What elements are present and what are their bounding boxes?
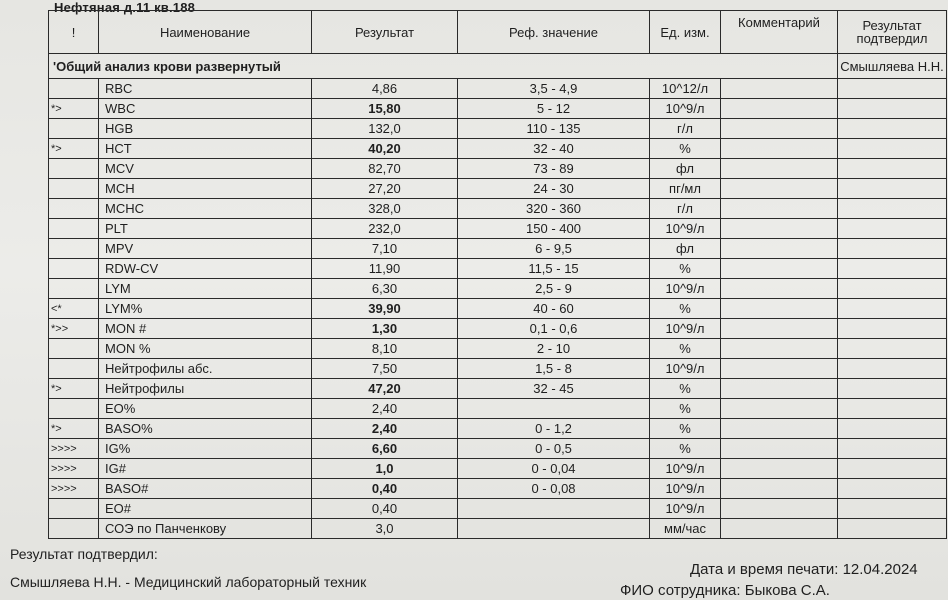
unit-cell: г/л <box>650 119 721 139</box>
table-row <box>49 119 947 139</box>
name-cell: MON # <box>99 319 312 339</box>
comment-cell <box>721 359 838 379</box>
unit-cell: пг/мл <box>650 179 721 199</box>
flag-cell <box>49 179 99 199</box>
flag-cell <box>49 159 99 179</box>
unit-cell: мм/час <box>650 519 721 539</box>
unit-cell: 10^9/л <box>650 319 721 339</box>
ref-cell: 11,5 - 15 <box>458 259 650 279</box>
result-cell: 47,20 <box>312 379 458 399</box>
name-cell: HCT <box>99 139 312 159</box>
ref-cell: 0 - 0,08 <box>458 479 650 499</box>
unit-cell: 10^9/л <box>650 279 721 299</box>
footer-confirmed-label: Результат подтвердил: <box>10 546 158 562</box>
comment-cell <box>721 259 838 279</box>
confirmed-cell <box>838 359 947 379</box>
comment-cell <box>721 219 838 239</box>
comment-cell <box>721 379 838 399</box>
name-cell: RBC <box>99 79 312 99</box>
confirmed-cell <box>838 79 947 99</box>
confirmed-cell <box>838 519 947 539</box>
confirmed-cell <box>838 339 947 359</box>
table-row <box>49 139 947 159</box>
comment-cell <box>721 199 838 219</box>
result-cell: 15,80 <box>312 99 458 119</box>
ref-cell: 0,1 - 0,6 <box>458 319 650 339</box>
confirmed-cell <box>838 479 947 499</box>
comment-cell <box>721 239 838 259</box>
result-cell: 0,40 <box>312 479 458 499</box>
comment-cell <box>721 139 838 159</box>
comment-cell <box>721 299 838 319</box>
ref-cell: 150 - 400 <box>458 219 650 239</box>
confirmed-cell <box>838 139 947 159</box>
unit-cell: % <box>650 399 721 419</box>
name-cell: BASO# <box>99 479 312 499</box>
result-cell: 2,40 <box>312 399 458 419</box>
unit-cell: % <box>650 439 721 459</box>
name-cell: MCV <box>99 159 312 179</box>
table-row <box>49 239 947 259</box>
flag-cell: *> <box>49 379 99 399</box>
flag-cell <box>49 79 99 99</box>
name-cell: Нейтрофилы абс. <box>99 359 312 379</box>
comment-cell <box>721 479 838 499</box>
ref-cell: 32 - 45 <box>458 379 650 399</box>
result-cell: 39,90 <box>312 299 458 319</box>
result-cell: 6,60 <box>312 439 458 459</box>
header-flag: ! <box>49 11 99 54</box>
ref-cell: 1,5 - 8 <box>458 359 650 379</box>
confirmed-cell <box>838 99 947 119</box>
unit-cell: фл <box>650 239 721 259</box>
ref-cell: 0 - 1,2 <box>458 419 650 439</box>
unit-cell: 10^9/л <box>650 479 721 499</box>
flag-cell <box>49 359 99 379</box>
comment-cell <box>721 159 838 179</box>
confirmed-cell <box>838 219 947 239</box>
unit-cell: % <box>650 259 721 279</box>
section-row <box>49 54 947 79</box>
result-cell: 40,20 <box>312 139 458 159</box>
section-title: 'Общий анализ крови развернутый <box>49 54 838 79</box>
confirmed-cell <box>838 379 947 399</box>
table-row <box>49 519 947 539</box>
unit-cell: 10^9/л <box>650 99 721 119</box>
table-row <box>49 179 947 199</box>
unit-cell: % <box>650 339 721 359</box>
comment-cell <box>721 79 838 99</box>
table-row <box>49 359 947 379</box>
flag-cell <box>49 199 99 219</box>
name-cell: Нейтрофилы <box>99 379 312 399</box>
confirmed-cell <box>838 399 947 419</box>
header-ref: Реф. значение <box>458 11 650 54</box>
result-cell: 232,0 <box>312 219 458 239</box>
table-row <box>49 339 947 359</box>
confirmed-cell <box>838 499 947 519</box>
result-cell: 1,30 <box>312 319 458 339</box>
comment-cell <box>721 439 838 459</box>
result-cell: 328,0 <box>312 199 458 219</box>
ref-cell: 73 - 89 <box>458 159 650 179</box>
table-row <box>49 99 947 119</box>
comment-cell <box>721 519 838 539</box>
ref-cell: 0 - 0,5 <box>458 439 650 459</box>
table-row <box>49 219 947 239</box>
name-cell: EO% <box>99 399 312 419</box>
flag-cell <box>49 239 99 259</box>
confirmed-by-short: Смышляева Н.Н. <box>838 54 947 79</box>
flag-cell <box>49 259 99 279</box>
result-cell: 82,70 <box>312 159 458 179</box>
ref-cell: 0 - 0,04 <box>458 459 650 479</box>
results-table <box>48 10 947 539</box>
name-cell: MCHC <box>99 199 312 219</box>
table-row <box>49 479 947 499</box>
result-cell: 0,40 <box>312 499 458 519</box>
result-cell: 3,0 <box>312 519 458 539</box>
flag-cell <box>49 339 99 359</box>
print-datetime: Дата и время печати: 12.04.2024 <box>690 561 918 578</box>
table-header-row <box>49 11 947 54</box>
name-cell: WBC <box>99 99 312 119</box>
staff-name: ФИО сотрудника: Быкова С.А. <box>620 582 830 599</box>
flag-cell <box>49 499 99 519</box>
unit-cell: 10^9/л <box>650 499 721 519</box>
name-cell: LYM <box>99 279 312 299</box>
table-row <box>49 379 947 399</box>
flag-cell <box>49 119 99 139</box>
ref-cell: 40 - 60 <box>458 299 650 319</box>
confirmed-cell <box>838 259 947 279</box>
name-cell: HGB <box>99 119 312 139</box>
ref-cell: 2,5 - 9 <box>458 279 650 299</box>
ref-cell: 3,5 - 4,9 <box>458 79 650 99</box>
name-cell: PLT <box>99 219 312 239</box>
unit-cell: % <box>650 419 721 439</box>
header-result: Результат <box>312 11 458 54</box>
name-cell: LYM% <box>99 299 312 319</box>
table-row <box>49 279 947 299</box>
flag-cell: >>>> <box>49 479 99 499</box>
table-row <box>49 459 947 479</box>
confirmed-cell <box>838 179 947 199</box>
confirmed-cell <box>838 319 947 339</box>
comment-cell <box>721 399 838 419</box>
footer-confirmed-full: Смышляева Н.Н. - Медицинский лабораторный техник <box>10 574 367 590</box>
header-comment: Комментарий <box>721 11 838 54</box>
flag-cell: *> <box>49 99 99 119</box>
table-row <box>49 499 947 519</box>
unit-cell: % <box>650 139 721 159</box>
result-cell: 7,10 <box>312 239 458 259</box>
table-row <box>49 259 947 279</box>
comment-cell <box>721 319 838 339</box>
confirmed-cell <box>838 239 947 259</box>
flag-cell <box>49 399 99 419</box>
table-row <box>49 299 947 319</box>
comment-cell <box>721 459 838 479</box>
result-cell: 4,86 <box>312 79 458 99</box>
result-cell: 27,20 <box>312 179 458 199</box>
confirmed-cell <box>838 419 947 439</box>
confirmed-cell <box>838 279 947 299</box>
table-row <box>49 159 947 179</box>
ref-cell: 320 - 360 <box>458 199 650 219</box>
comment-cell <box>721 119 838 139</box>
result-cell: 2,40 <box>312 419 458 439</box>
comment-cell <box>721 499 838 519</box>
name-cell: IG% <box>99 439 312 459</box>
table-row <box>49 439 947 459</box>
confirmed-cell <box>838 439 947 459</box>
name-cell: MCH <box>99 179 312 199</box>
table-row <box>49 399 947 419</box>
unit-cell: 10^12/л <box>650 79 721 99</box>
result-cell: 6,30 <box>312 279 458 299</box>
flag-cell <box>49 219 99 239</box>
name-cell: BASO% <box>99 419 312 439</box>
name-cell: MON % <box>99 339 312 359</box>
comment-cell <box>721 179 838 199</box>
table-row <box>49 419 947 439</box>
table-row <box>49 79 947 99</box>
confirmed-cell <box>838 299 947 319</box>
unit-cell: фл <box>650 159 721 179</box>
ref-cell: 6 - 9,5 <box>458 239 650 259</box>
ref-cell: 2 - 10 <box>458 339 650 359</box>
ref-cell <box>458 399 650 419</box>
flag-cell: *>> <box>49 319 99 339</box>
header-confirmed: Результат подтвердил <box>838 11 947 54</box>
unit-cell: 10^9/л <box>650 219 721 239</box>
comment-cell <box>721 99 838 119</box>
comment-cell <box>721 339 838 359</box>
ref-cell <box>458 519 650 539</box>
result-cell: 1,0 <box>312 459 458 479</box>
header-unit: Ед. изм. <box>650 11 721 54</box>
flag-cell: *> <box>49 139 99 159</box>
ref-cell <box>458 499 650 519</box>
name-cell: IG# <box>99 459 312 479</box>
header-name: Наименование <box>99 11 312 54</box>
flag-cell <box>49 519 99 539</box>
confirmed-cell <box>838 459 947 479</box>
unit-cell: % <box>650 379 721 399</box>
name-cell: MPV <box>99 239 312 259</box>
name-cell: RDW-CV <box>99 259 312 279</box>
flag-cell: *> <box>49 419 99 439</box>
confirmed-cell <box>838 159 947 179</box>
result-cell: 132,0 <box>312 119 458 139</box>
patient-address: Нефтяная д.11 кв.188 <box>54 0 196 15</box>
result-cell: 8,10 <box>312 339 458 359</box>
flag-cell: <* <box>49 299 99 319</box>
confirmed-cell <box>838 119 947 139</box>
name-cell: EO# <box>99 499 312 519</box>
ref-cell: 32 - 40 <box>458 139 650 159</box>
ref-cell: 24 - 30 <box>458 179 650 199</box>
unit-cell: % <box>650 299 721 319</box>
table-row <box>49 199 947 219</box>
unit-cell: 10^9/л <box>650 459 721 479</box>
flag-cell: >>>> <box>49 439 99 459</box>
flag-cell <box>49 279 99 299</box>
table-row <box>49 319 947 339</box>
comment-cell <box>721 419 838 439</box>
name-cell: СОЭ по Панченкову <box>99 519 312 539</box>
confirmed-cell <box>838 199 947 219</box>
ref-cell: 110 - 135 <box>458 119 650 139</box>
result-cell: 7,50 <box>312 359 458 379</box>
result-cell: 11,90 <box>312 259 458 279</box>
flag-cell: >>>> <box>49 459 99 479</box>
comment-cell <box>721 279 838 299</box>
unit-cell: 10^9/л <box>650 359 721 379</box>
unit-cell: г/л <box>650 199 721 219</box>
ref-cell: 5 - 12 <box>458 99 650 119</box>
